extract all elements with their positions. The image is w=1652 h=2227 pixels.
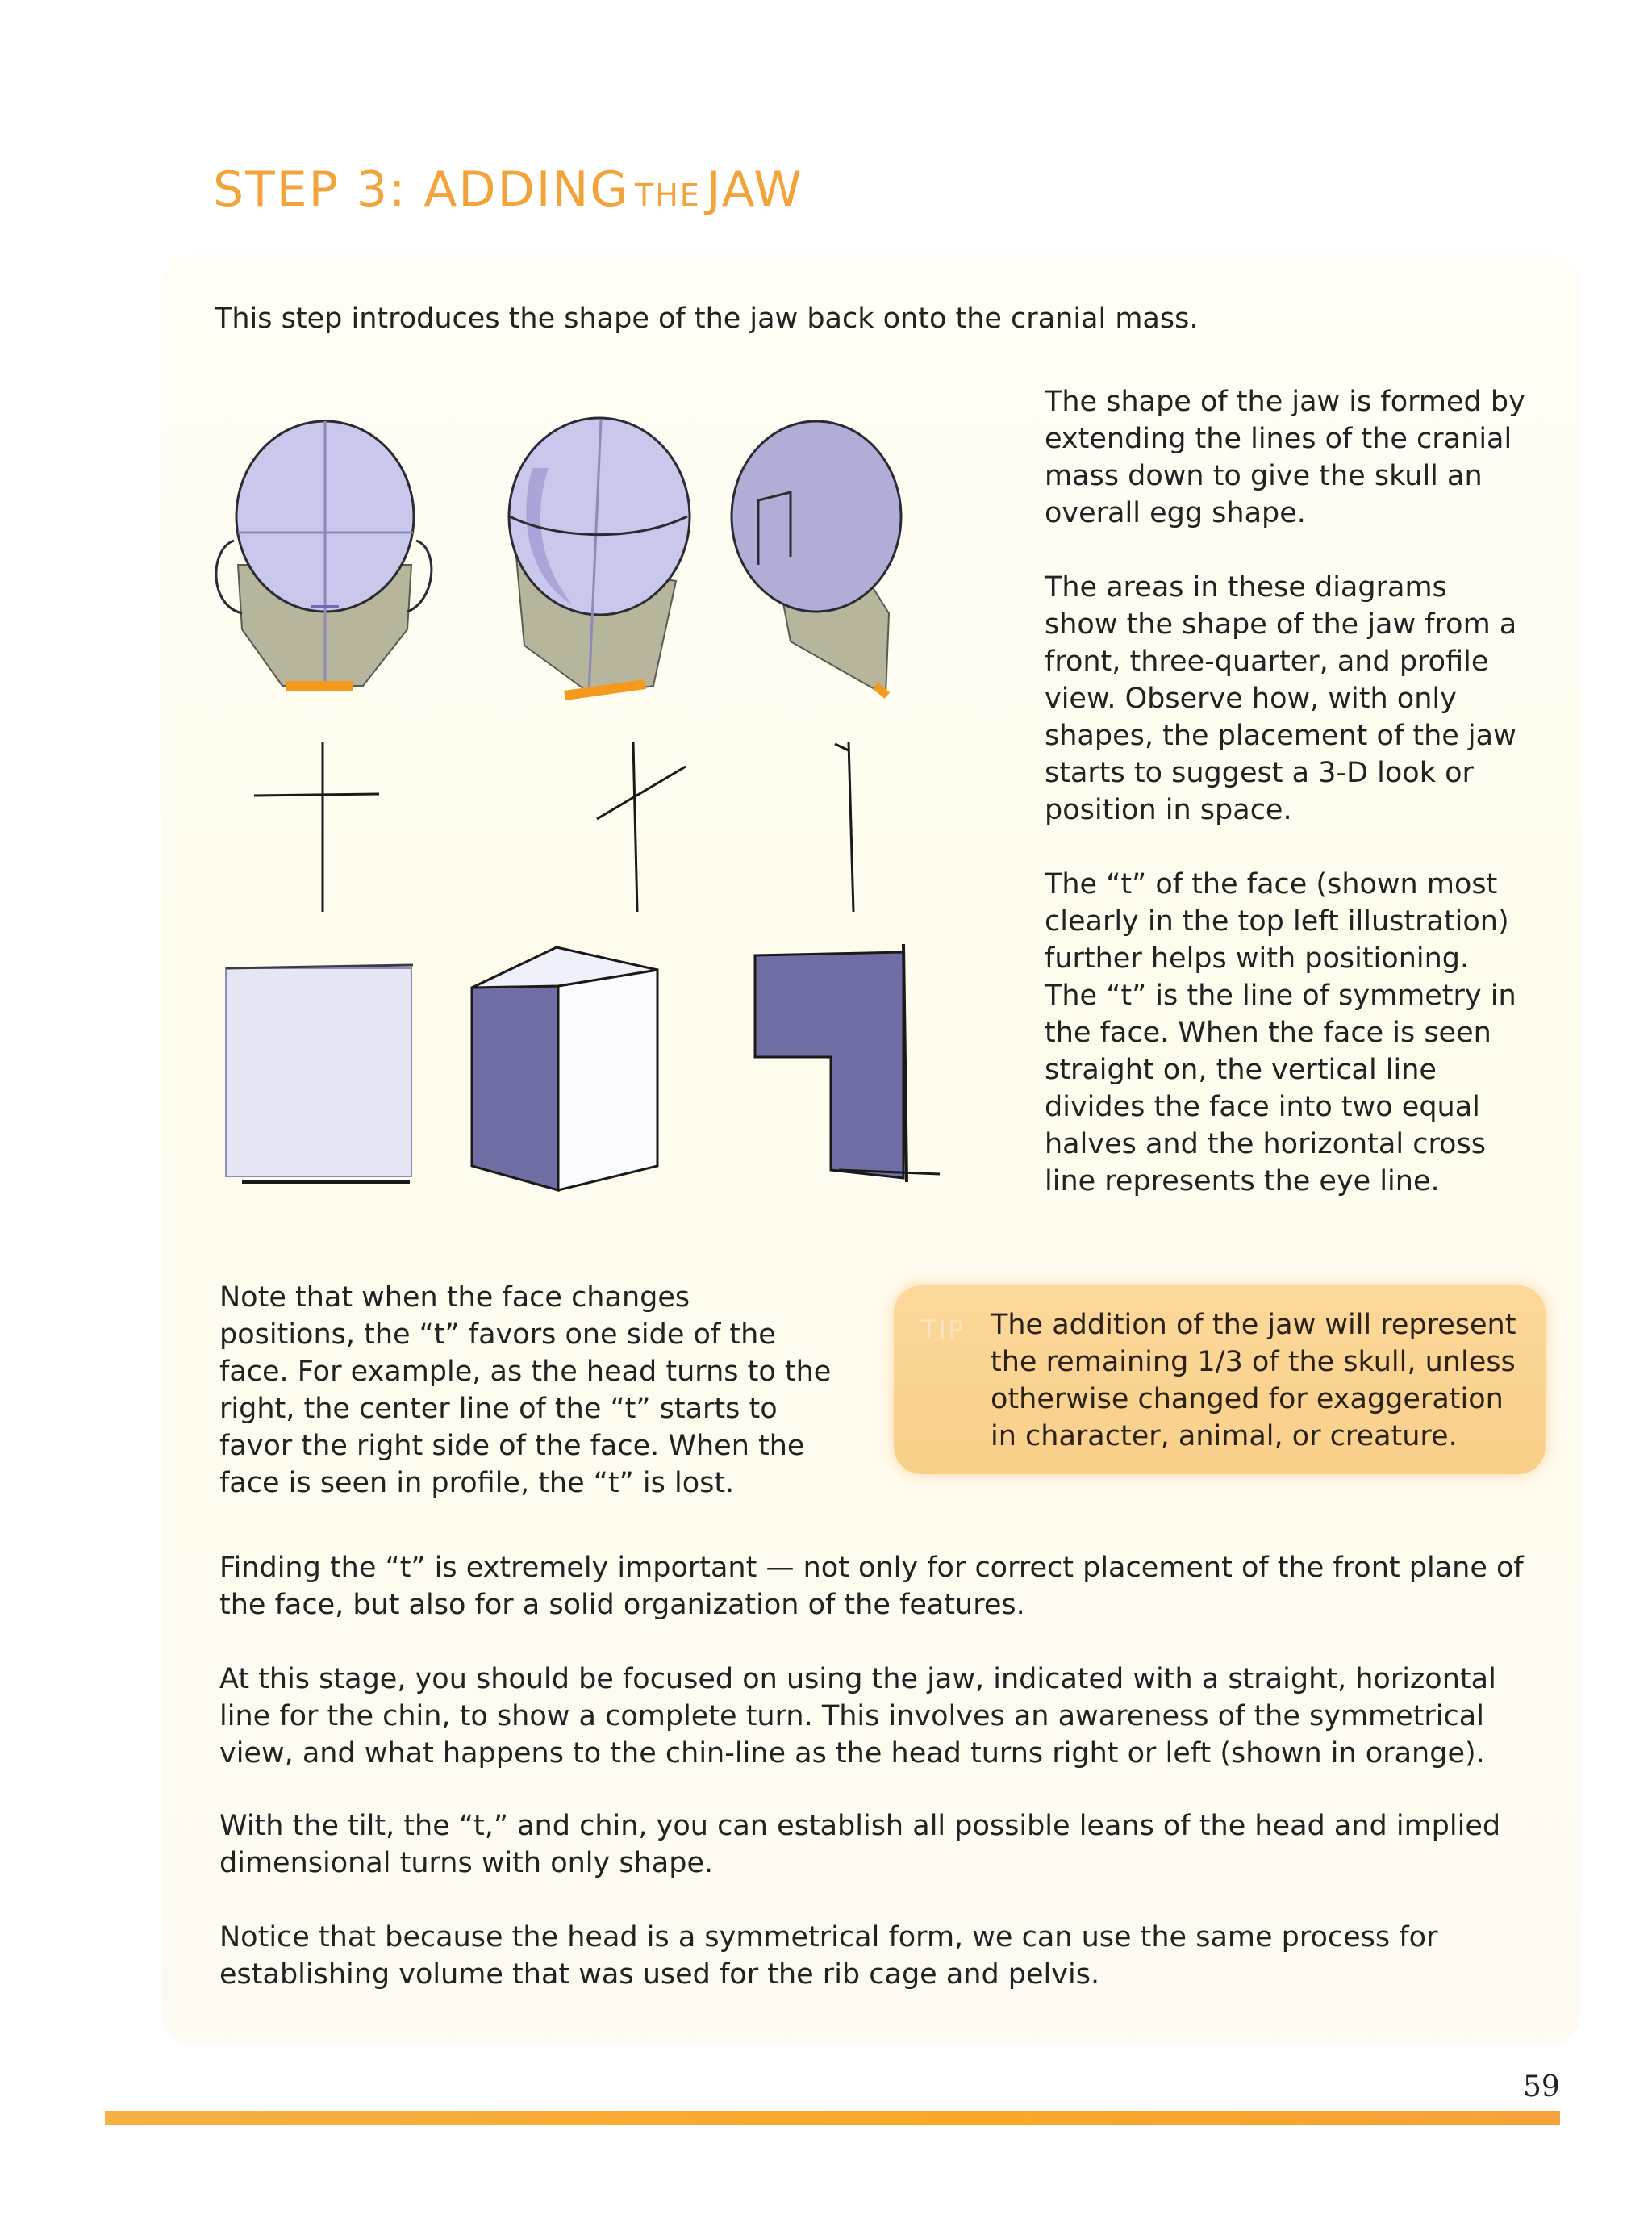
page-title — [213, 161, 803, 218]
body-paragraph-1: Finding the “t” is extremely important — not only for correct placement of the front plane of the face, but also for a solid organization of the features. — [219, 1552, 1524, 1621]
right-paragraph-2: The areas in these diagrams show the shape of the jaw from a front, three-quarter, and profile view. Observe how, with only shapes, the placement of the jaw starts to suggest a 3-D look or position in space. — [1045, 571, 1517, 826]
title-part-small: THE — [634, 178, 701, 213]
profile-head-sketch — [732, 421, 901, 696]
three-quarter-head-sketch — [509, 418, 690, 696]
body-paragraph-4: Notice that because the head is a symmetrical form, we can use the same process for establishing volume that was used for the rib cage and pelvis. — [219, 1921, 1438, 1991]
footer-bar — [105, 2111, 1560, 2125]
tip-label: TIP — [921, 1314, 966, 1345]
jaw-illustrations — [194, 395, 952, 1218]
body-paragraph-2: At this stage, you should be focused on using the jaw, indicated with a straight, horizontal line for the chin, to show a complete turn. This involves an awareness of the symmetrical view, and what happens to the chin-line as the head turns right or left (shown in orange). — [219, 1663, 1496, 1769]
page-number: 59 — [1523, 2070, 1560, 2104]
right-paragraph-1: The shape of the jaw is formed by extending the lines of the cranial mass down to give the skull an overall egg shape. — [1045, 386, 1525, 529]
front-head-sketch — [216, 421, 432, 686]
box-three-quarter-view — [472, 947, 657, 1190]
body-paragraph-3: With the tilt, the “t,” and chin, you can establish all possible leans of the head and implied dimensional turns with only shape. — [219, 1810, 1501, 1879]
box-front-view — [226, 965, 413, 1182]
intro-text: This step introduces the shape of the jaw back onto the cranial mass. — [215, 303, 1199, 335]
tip-box — [894, 1285, 1546, 1474]
right-paragraph-3: The “t” of the face (shown most clearly in the top left illustration) further helps with positioning. The “t” is the line of symmetry in the face. When the face is seen straight on, the vertical line divides the face into two equal halves and the horizontal cross line represents the eye line. — [1045, 868, 1516, 1197]
note-paragraph: Note that when the face changes positions, the “t” favors one side of the face. For example, as the head turns to the right, the center line of the “t” starts to favor the right side of the face. When the face is seen in profile, the “t” is lost. — [219, 1281, 832, 1499]
tip-text: The addition of the jaw will represent the remaining 1/3 of the skull, unless otherwise changed for exaggeration in character, animal, or creature. — [991, 1309, 1516, 1452]
t-marks-row — [254, 742, 853, 912]
title-part-1: STEP 3: ADDING — [213, 161, 629, 218]
right-column-text — [1045, 383, 1529, 1237]
box-profile-view — [755, 944, 940, 1182]
title-part-2: JAW — [706, 161, 803, 218]
